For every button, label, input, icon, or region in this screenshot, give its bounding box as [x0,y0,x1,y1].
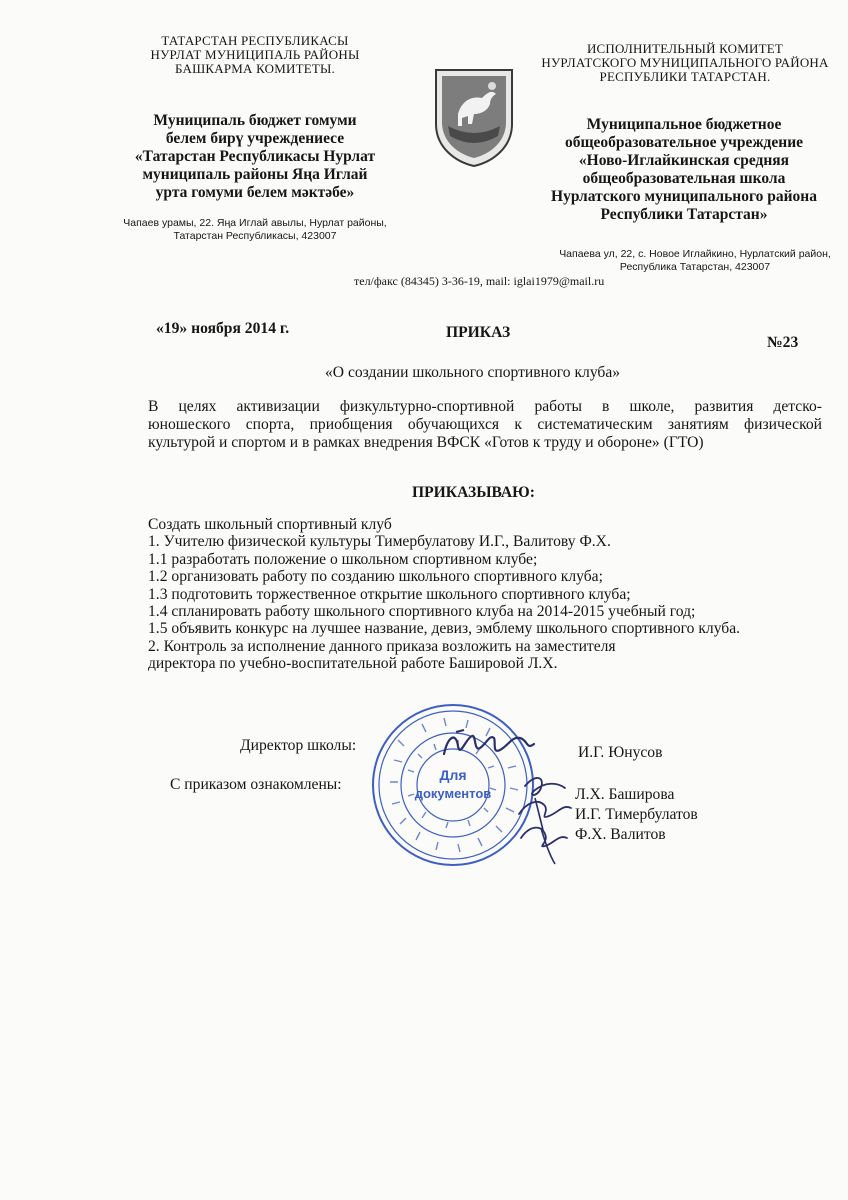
header-right-line3: РЕСПУБЛИКИ ТАТАРСТАН. [599,69,771,84]
preamble-line: юношеского спорта, приобщения обучающихся к систематическим занятиям физической [148,416,822,433]
order-item: 1.3 подготовить торжественное открытие школьного спортивного клуба; [148,585,631,603]
order-item: директора по учебно-воспитательной работе Башировой Л.Х. [148,655,558,673]
contacts-line: тел/факс (84345) 3-36-19, mail: iglai1979@mail.ru [354,274,605,288]
order-preamble [148,398,822,452]
director-name: И.Г. Юнусов [578,744,663,761]
header-left-org [95,112,415,202]
order-item: Создать школьный спортивный клуб [148,516,392,533]
order-items [148,516,828,673]
header-left-line3: БАШКАРМА КОМИТЕТЫ. [175,61,335,76]
director-label: Директор школы: [240,737,357,754]
acquainted-signatures [505,768,577,868]
header-right-org-line: Республики Татарстан» [600,206,768,223]
header-left-org-line: Муниципаль бюджет гомуми [153,112,357,129]
acquainted-name: И.Г. Тимербулатов [575,806,698,823]
order-item: 2. Контроль за исполнение данного приказа возложить на заместителя [148,637,616,655]
header-right-line2: НУРЛАТСКОГО МУНИЦИПАЛЬНОГО РАЙОНА [541,55,829,70]
order-command: ПРИКАЗЫВАЮ: [412,484,535,501]
header-right-address [545,248,845,274]
stamp-center-line1: Для [439,767,467,783]
order-item: 1. Учителю физической культуры Тимербулатову И.Г., Валитову Ф.Х. [148,533,611,551]
header-left-org-line: урта гомуми белем мәктәбе» [155,184,355,201]
order-item: 1.4 спланировать работу школьного спортивного клуба на 2014-2015 учебный год; [148,603,696,621]
order-number: №23 [767,334,799,351]
order-item: 1.5 объявить конкурс на лучшее название, девиз, эмблему школьного спортивного клуба. [148,620,741,638]
order-item: 1.1 разработать положение о школьном спортивном клубе; [148,550,538,568]
coat-of-arms-emblem [432,66,516,168]
acquainted-names [575,785,698,845]
header-right-org-line: Нурлатского муниципального района [551,188,817,205]
acquainted-name: Л.Х. Баширова [575,786,675,803]
order-date: «19» ноября 2014 г. [156,320,290,337]
stamp-center-line2: документов [414,786,492,801]
acquainted-name: Ф.Х. Валитов [575,826,666,843]
header-right-address-line1: Чапаева ул, 22, с. Новое Иглайкино, Нурлатский район, [559,248,831,260]
header-right [525,42,845,84]
preamble-line: В целях активизации физкультурно-спортивной работы в школе, развития детско- [148,398,822,415]
header-right-org [520,116,848,224]
header-left-line2: НУРЛАТ МУНИЦИПАЛЬ РАЙОНЫ [150,47,360,62]
header-right-address-line2: Республика Татарстан, 423007 [619,261,771,273]
header-left-address-line2: Татарстан Республикасы, 423007 [173,230,337,242]
header-left-org-line: белем бирү учреждениесе [165,130,345,147]
order-subject: «О создании школьного спортивного клуба» [325,364,621,381]
acquainted-label: С приказом ознакомлены: [170,776,342,793]
header-left-org-line: «Татарстан Республикасы Нурлат [134,148,376,165]
header-left-org-line: муниципаль районы Яңа Иглай [142,166,368,183]
header-right-org-line: Муниципальное бюджетное [586,116,782,133]
header-left-address-line1: Чапаев урамы, 22. Яңа Иглай авылы, Нурлат районы, [123,217,387,229]
header-right-org-line: «Ново-Иглайкинская средняя [578,152,790,169]
order-item: 1.2 организовать работу по созданию школьного спортивного клуба; [148,568,603,586]
header-left-address [100,217,410,243]
header-right-line1: ИСПОЛНИТЕЛЬНЫЙ КОМИТЕТ [586,41,784,56]
header-left-line1: ТАТАРСТАН РЕСПУБЛИКАСЫ [161,33,349,48]
header-right-org-line: общеобразовательное учреждение [564,134,804,151]
director-signature [438,724,538,764]
order-title: ПРИКАЗ [446,324,511,341]
header-left [100,34,410,76]
preamble-line: культурой и спортом и в рамках внедрения ВФСК «Готов к труду и обороне» (ГТО) [148,434,704,451]
header-right-org-line: общеобразовательная школа [582,170,786,187]
